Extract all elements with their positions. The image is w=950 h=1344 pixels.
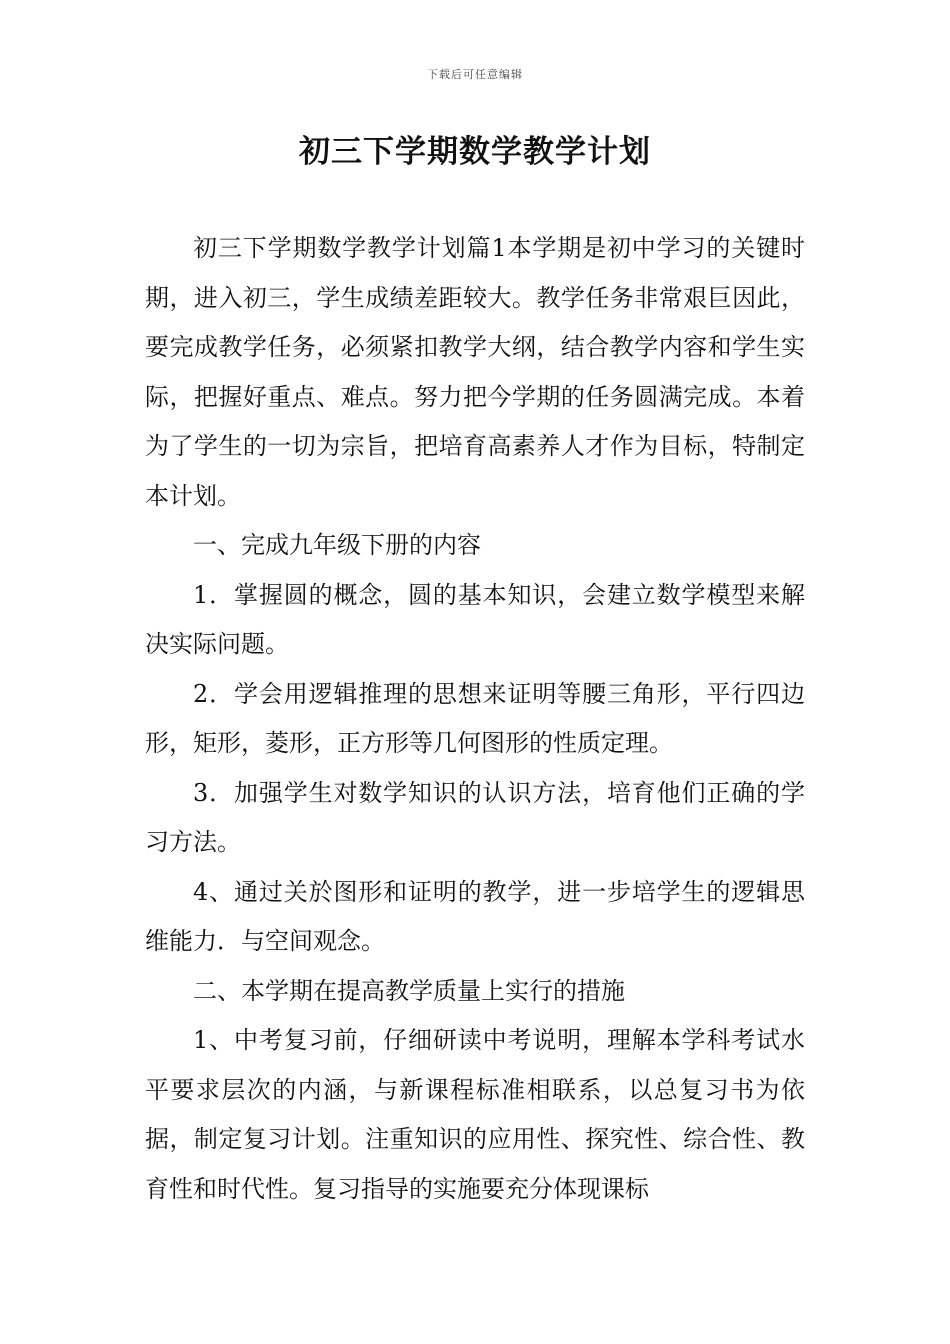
measure-item-1: 1、中考复习前，仔细研读中考说明，理解本学科考试水平要求层次的内涵，与新课程标准相联系，以总复习书为依据，制定复习计划。注重知识的应用性、探究性、综合性、教育性和时代性。复习指导的实施要充分体现课标 — [145, 1026, 805, 1203]
paragraph-intro: 初三下学期数学教学计划篇1本学期是初中学习的关键时期，进入初三，学生成绩差距较大。教学任务非常艰巨因此，要完成教学任务，必须紧扣教学大纲，结合教学内容和学生实际，把握好重点、难点。努力把今学期的任务圆满完成。本着为了学生的一切为宗旨，把培育高素养人才作为目标，特制定本计划。 — [145, 234, 805, 510]
list-item-2: 2．学会用逻辑推理的思想来证明等腰三角形，平行四边形，矩形，菱形，正方形等几何图形的性质定理。 — [145, 679, 805, 757]
list-item-3: 3．加强学生对数学知识的认识方法，培育他们正确的学习方法。 — [145, 778, 805, 856]
header-note: 下载后可任意编辑 — [427, 68, 523, 81]
document-body — [145, 224, 805, 1214]
section-heading-1: 一、完成九年级下册的内容 — [193, 531, 481, 559]
document-title: 初三下学期数学教学计划 — [299, 134, 651, 170]
section-heading-2: 二、本学期在提高教学质量上实行的措施 — [193, 976, 625, 1005]
list-item-4: 4、通过关於图形和证明的教学，进一步培学生的逻辑思维能力．与空间观念。 — [145, 877, 805, 955]
list-item-1: 1．掌握圆的概念，圆的基本知识，会建立数学模型来解决实际问题。 — [145, 580, 805, 658]
